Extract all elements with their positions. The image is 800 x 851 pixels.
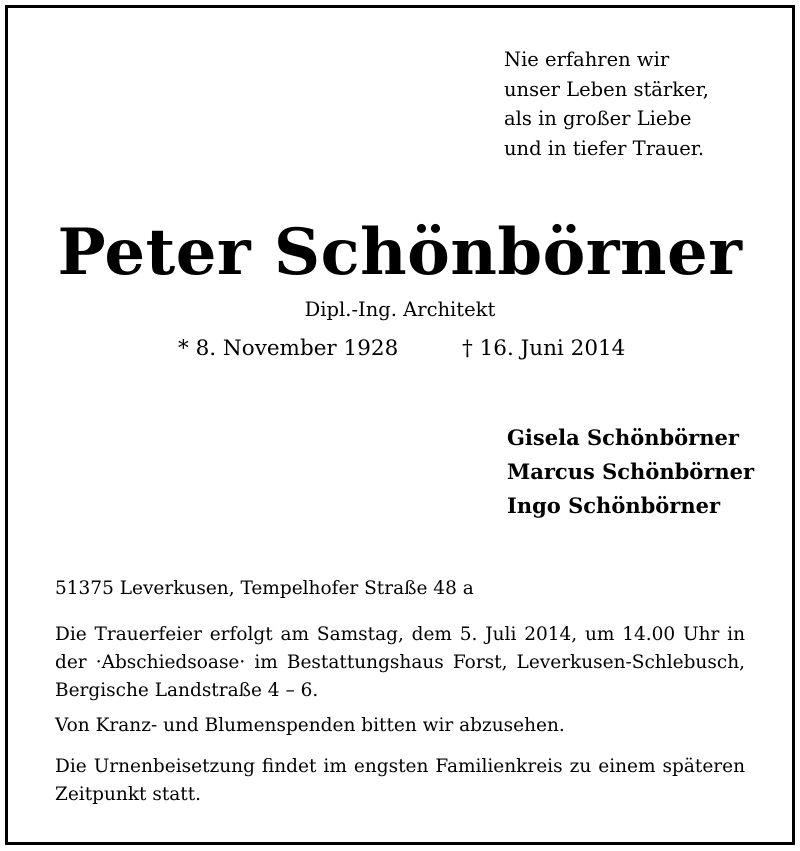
- motto-line: als in großer Liebe: [504, 107, 692, 130]
- urn-paragraph: Die Urnenbeisetzung findet im engsten Familienkreis zu einem späteren Zeitpunkt statt.: [55, 756, 745, 805]
- motto-verse: [504, 45, 764, 163]
- motto-line: und in tiefer Trauer.: [504, 136, 705, 160]
- motto-line: Nie erfahren wir: [504, 48, 670, 71]
- mourner-name: Marcus Schönbörner: [507, 459, 755, 484]
- ceremony-paragraph: Die Trauerfeier erfolgt am Samstag, dem 5. Juli 2014, um 14.00 Uhr in der ·Abschiedsoase· im Bestattungshaus Forst, Leverkusen-Schlebusch, Bergische Landstraße 4 – 6.: [55, 624, 745, 701]
- flowers-paragraph: Von Kranz- und Blumenspenden bitten wir abzusehen.: [55, 715, 565, 736]
- birth-date: * 8. November 1928: [178, 336, 399, 361]
- deceased-name: Peter Schönbörner: [57, 215, 743, 290]
- motto-line: unser Leben stärker,: [504, 77, 709, 101]
- mourner-name: Gisela Schönbörner: [507, 425, 739, 450]
- family-address: 51375 Leverkusen, Tempelhofer Straße 48 a: [55, 578, 474, 599]
- death-date: † 16. Juni 2014: [462, 336, 626, 361]
- deceased-profession: Dipl.-Ing. Architekt: [304, 298, 496, 321]
- mourner-name: Ingo Schönbörner: [507, 493, 721, 518]
- mourners-list: [507, 421, 754, 523]
